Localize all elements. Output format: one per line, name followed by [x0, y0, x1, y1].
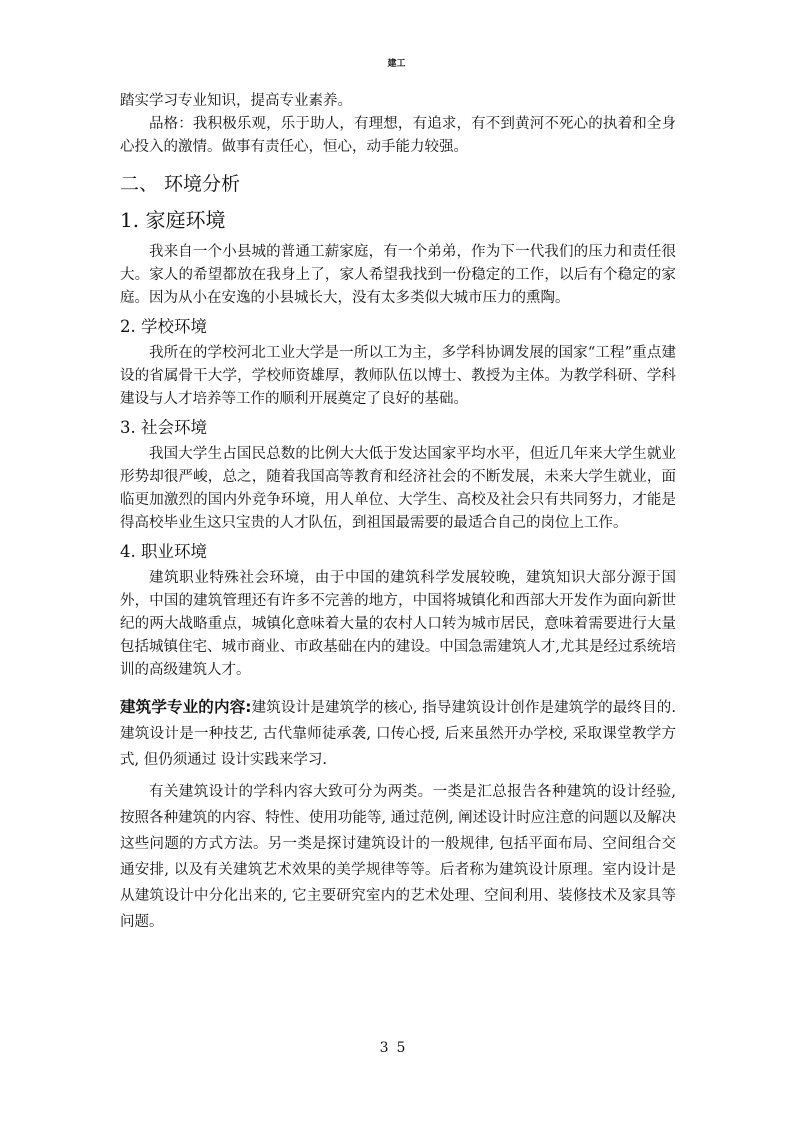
family-environment-text: 我来自一个小县城的普通工薪家庭，有一个弟弟，作为下一代我们的压力和责任很大。家人的希望都放在我身上了，家人希望我找到一份稳定的工作，以后有个稳定的家庭。因为从小在安逸的小县城长大，没有太多类似大城市压力的熏陶。	[120, 244, 676, 306]
character-paragraph: 品格：我积极乐观，乐于助人，有理想，有追求，有不到黄河不死心的执着和全身心投入的激情。做事有责任心，恒心，动手能力较强。	[120, 116, 676, 155]
career-environment-title: 4. 职业环境	[120, 542, 207, 561]
architecture-intro-paragraph	[120, 694, 676, 773]
architecture-section	[120, 694, 676, 935]
school-environment-text: 我所在的学校河北工业大学是一所以工为主，多学科协调发展的国家“工程”重点建设的省属骨干大学，学校师资雄厚，教师队伍以博士、教授为主体。为教学科研、学科建设与人才培养等工作的顺利开展奠定了良好的基础。	[120, 345, 676, 407]
architecture-intro-text: 建筑设计是建筑学的核心, 指导建筑设计创作是建筑学的最终目的. 建筑设计是一种技艺, 古代靠师徒承袭, 口传心授, 后来虽然开办学校, 采取课堂教学方式, 但仍须通过 设计实践来学习.	[120, 700, 677, 768]
career-environment-text: 建筑职业特殊社会环境，由于中国的建筑科学发展较晚，建筑知识大部分源于国外，中国的建筑管理还有许多不完善的地方，中国将城镇化和西部大开发作为面向新世纪的两大战略重点，城镇化意味着大量的农村人口转为城市居民，意味着需要进行大量包括城镇住宅、城市商业、市政基础在内的建设。中国急需建筑人才,尤其是经过系统培训的高级建筑人才。	[120, 570, 676, 678]
social-environment-title: 3. 社会环境	[120, 418, 207, 437]
architecture-lead-heading: 建筑学专业的内容:	[120, 698, 252, 716]
intro-line: 踏实学习专业知识，提高专业素养。	[120, 93, 352, 109]
architecture-content-paragraph: 有关建筑设计的学科内容大致可分为两类。一类是汇总报告各种建筑的设计经验, 按照各种建筑的内容、特性、使用功能等, 通过范例, 阐述设计时应注意的问题以及解决这些问题的方式方法。另一类是探讨建筑设计的一般规律, 包括平面布局、空间组合交通安排, 以及有关建筑艺术效果的美学规律等等。后者称为建筑设计原理。室内设计是从建筑设计中分化出来的, 它主要研究室内的艺术处理、空间利用、装修技术及家具等问题。	[120, 784, 676, 930]
family-environment-title: 1. 家庭环境	[120, 208, 226, 232]
section-title-environment: 二、 环境分析	[120, 173, 241, 195]
social-environment-text: 我国大学生占国民总数的比例大大低于发达国家平均水平，但近几年来大学生就业形势却很严峻，总之，随着我国高等教育和经济社会的不断发展，未来大学生就业，面临更加激烈的国内外竞争环境，用人单位、大学生、高校及社会只有共同努力，才能是得高校毕业生这只宝贵的人才队伍，到祖国最需要的最适合自己的岗位上工作。	[120, 446, 676, 531]
school-environment-title: 2. 学校环境	[120, 317, 207, 336]
page-number: 35	[379, 1040, 414, 1056]
page-content	[120, 90, 676, 935]
header-mark: 建工	[387, 59, 406, 69]
